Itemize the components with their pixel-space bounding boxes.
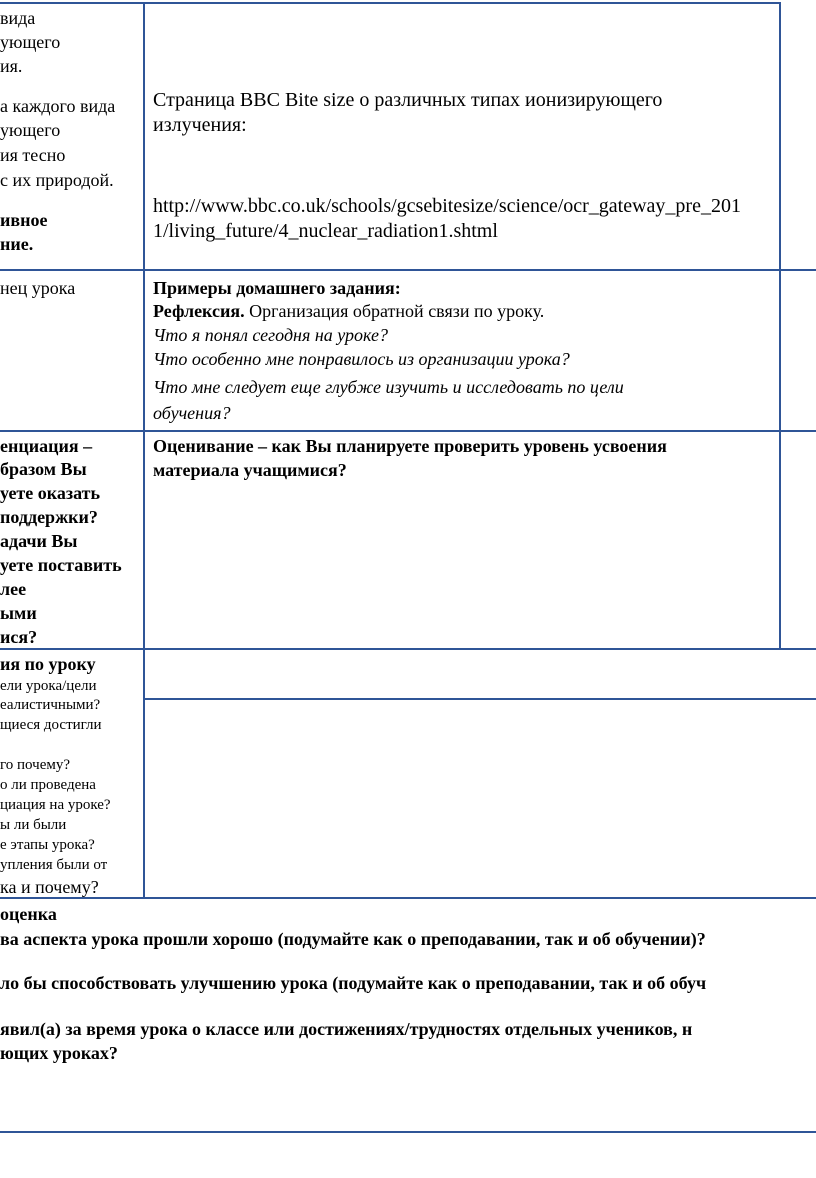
row2-left-label: нец урока: [0, 278, 76, 298]
row1-left-line: ующего: [0, 32, 61, 52]
row1-left-bold-line: ние.: [0, 234, 34, 254]
row1-left-bold-line: ивное: [0, 210, 48, 230]
summary-question: ва аспекта урока прошли хорошо (подумайте как о преподавании, так и об обучении)?: [0, 929, 706, 949]
page-bottom-rule: [0, 1131, 816, 1133]
lesson-reflection-line: ы ли были: [0, 817, 67, 833]
summary-heading: оценка: [0, 904, 57, 924]
reflection-text: Организация обратной связи по уроку.: [244, 301, 545, 321]
resource-url[interactable]: 1/living_future/4_nuclear_radiation1.shtml: [153, 220, 498, 242]
lesson-reflection-line: е этапы урока?: [0, 837, 95, 853]
differentiation-line: бразом Вы: [0, 459, 87, 479]
table-right-border: [779, 2, 781, 648]
row1-left-line: вида: [0, 8, 36, 28]
resource-description: излучения:: [153, 114, 247, 136]
row1-left-line: а каждого вида: [0, 96, 116, 116]
table-top-border: [0, 2, 780, 4]
differentiation-line: енциация –: [0, 436, 93, 456]
reflection-question: Что особенно мне понравилось из организации урока?: [153, 349, 570, 369]
differentiation-line: лее: [0, 579, 27, 599]
assessment-heading: материала учащимися?: [153, 460, 347, 480]
resource-url[interactable]: http://www.bbc.co.uk/schools/gcsebitesize/science/ocr_gateway_pre_201: [153, 195, 741, 217]
lesson-reflection-line: о ли проведена: [0, 777, 96, 793]
lesson-reflection-heading: ия по уроку: [0, 654, 96, 674]
lesson-reflection-line: щиеся достигли: [0, 717, 102, 733]
lesson-reflection-line: ели урока/цели: [0, 678, 97, 694]
row1-left-line: ующего: [0, 120, 61, 140]
summary-question: ющих уроках?: [0, 1043, 118, 1063]
differentiation-line: адачи Вы: [0, 531, 78, 551]
summary-question: явил(а) за время урока о классе или достижениях/трудностях отдельных учеников, н: [0, 1019, 693, 1039]
resource-description: Страница BBC Bite size о различных типах ионизирующего: [153, 89, 663, 111]
differentiation-line: уете оказать: [0, 483, 100, 503]
reflection-question: Что я понял сегодня на уроке?: [153, 325, 388, 345]
reflection-question: Что мне следует еще глубже изучить и исследовать по цели: [153, 377, 624, 397]
lesson-reflection-line: еалистичными?: [0, 697, 101, 713]
row1-left-line: ия тесно: [0, 145, 66, 165]
row-divider-1: [0, 269, 816, 271]
row1-left-line: ия.: [0, 56, 23, 76]
differentiation-line: ыми: [0, 603, 37, 623]
reflection-label: Рефлексия.: [153, 301, 245, 321]
lesson-reflection-line: циация на уроке?: [0, 797, 111, 813]
reflection-line: [153, 302, 544, 320]
row-divider-3: [0, 648, 816, 650]
lesson-reflection-line: го почему?: [0, 757, 71, 773]
differentiation-line: ися?: [0, 627, 38, 647]
homework-title: Примеры домашнего задания:: [153, 278, 401, 298]
assessment-heading: Оценивание – как Вы планируете проверить уровень усвоения: [153, 436, 667, 456]
lesson-reflection-line: упления были от: [0, 857, 108, 873]
row-divider-2: [0, 430, 816, 432]
differentiation-line: поддержки?: [0, 507, 98, 527]
column-divider: [143, 2, 145, 898]
lesson-reflection-last-line: ка и почему?: [0, 877, 99, 897]
differentiation-line: уете поставить: [0, 555, 122, 575]
reflection-question: обучения?: [153, 403, 231, 423]
summary-question: ло бы способствовать улучшению урока (подумайте как о преподавании, так и об обуч: [0, 973, 707, 993]
row1-left-line: с их природой.: [0, 170, 114, 190]
row-divider-5: [0, 897, 816, 899]
row-divider-4: [143, 698, 816, 700]
